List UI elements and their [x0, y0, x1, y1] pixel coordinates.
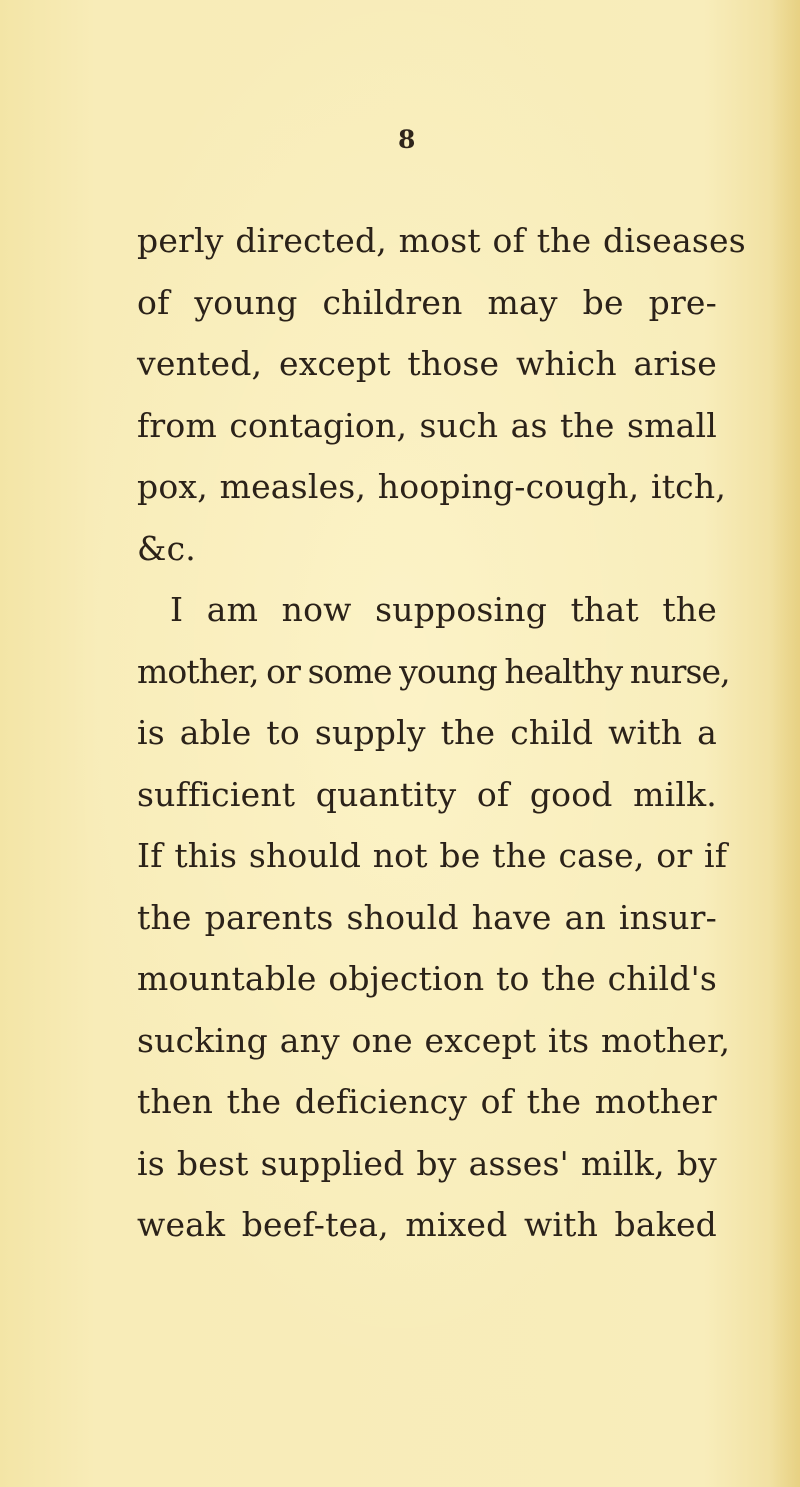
text-line: I am now supposing that the: [170, 590, 717, 629]
text-line: from contagion, such as the small: [137, 405, 717, 445]
text-line: mountable objection to the child's: [137, 959, 717, 998]
body-text: [137, 210, 746, 1256]
text-line: weak beef-tea, mixed with baked: [137, 1205, 717, 1244]
text-line: sufficient quantity of good milk.: [137, 774, 717, 814]
text-line: is able to supply the child with a: [137, 713, 717, 752]
text-line: the parents should have an insur-: [137, 897, 717, 937]
text-line: then the deficiency of the mother: [137, 1082, 717, 1121]
text-line: of young children may be pre-: [137, 282, 717, 322]
text-line: mother, or some young healthy nurse,: [137, 651, 730, 691]
text-line: If this should not be the case, or if: [137, 836, 728, 875]
text-line: vented, except those which arise: [137, 344, 717, 383]
text-line: &c.: [137, 528, 196, 568]
text-line: sucking any one except its mother,: [137, 1020, 731, 1060]
page-number: 8: [398, 125, 416, 154]
text-line: pox, measles, hooping-cough, itch,: [137, 467, 727, 506]
text-line: perly directed, most of the diseases: [137, 221, 746, 260]
text-line: is best supplied by asses' milk, by: [137, 1143, 717, 1183]
